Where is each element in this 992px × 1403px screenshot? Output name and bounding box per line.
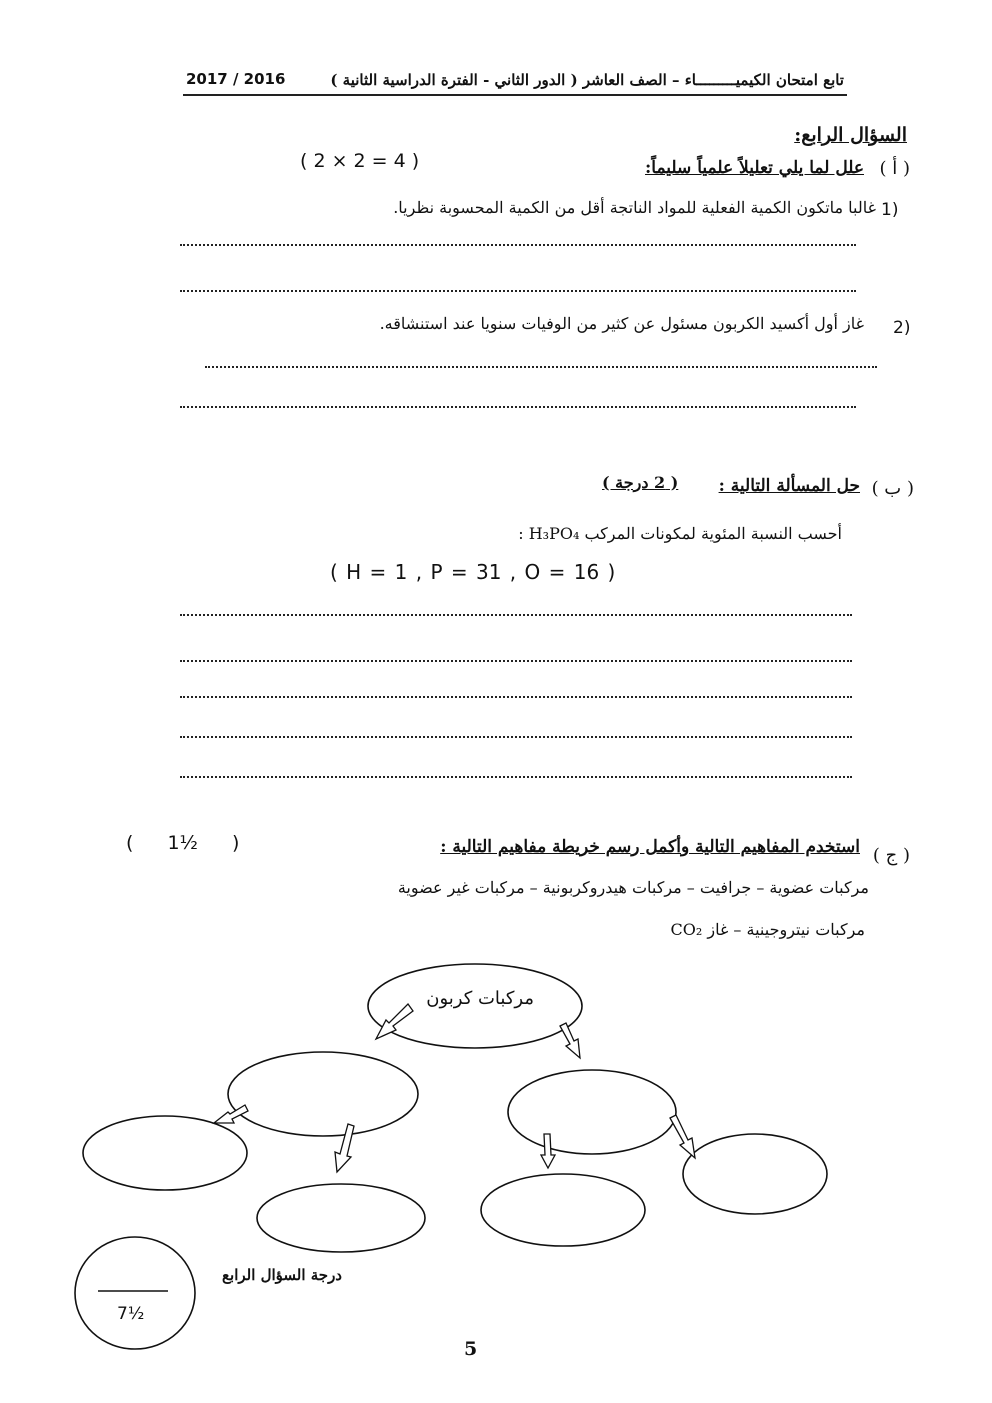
arrow-icon bbox=[541, 1134, 555, 1168]
part-b-instruction: حل المسألة التالية : bbox=[718, 476, 860, 496]
concept-node-right-left bbox=[481, 1174, 645, 1246]
score-label: درجة السؤال الرابع bbox=[222, 1266, 342, 1284]
part-a-instruction: علل لما يلي تعليلاً علمياً سليماً: bbox=[645, 158, 864, 178]
part-a-label: ( أ ) bbox=[879, 158, 910, 179]
atomic-masses: ( H = 1 , P = 31 , O = 16 ) bbox=[330, 560, 616, 584]
page-number: 5 bbox=[464, 1338, 478, 1360]
item-1-text: غالبا ماتكون الكمية الفعلية للمواد الناتجة أقل من الكمية المحسوبة نظريا. bbox=[393, 198, 876, 217]
arrow-icon bbox=[560, 1023, 580, 1058]
part-c-label: ( ج ) bbox=[872, 845, 910, 866]
exam-header-title: تابع امتحان الكيميـــــــــاء – الصف العاشر ( الدور الثاني - الفترة الدراسية الثانية ) bbox=[330, 71, 844, 89]
item-1-number: 1) bbox=[881, 200, 899, 220]
concepts-line-1: مركبات عضوية – جرافيت – مركبات هيدروكربونية – مركبات غير عضوية bbox=[397, 878, 869, 897]
concept-node-right bbox=[508, 1070, 676, 1154]
concept-node-left bbox=[228, 1052, 418, 1136]
concepts-line-2: مركبات نيتروجينية – غاز CO₂ bbox=[670, 920, 865, 939]
part-b-problem: أحسب النسبة المئوية لمكونات المركب H₃PO₄ : bbox=[518, 524, 842, 543]
score-circle bbox=[72, 1234, 198, 1352]
part-c-marks: ( 1½ ) bbox=[126, 832, 240, 854]
concept-node-right-right bbox=[683, 1134, 827, 1214]
root-node-label: مركبات كربون bbox=[426, 988, 534, 1009]
item-2-text: غاز أول أكسيد الكربون مسئول عن كثير من الوفيات سنويا عند استنشاقه. bbox=[379, 314, 864, 333]
part-b-marks: ( 2 درجة ) bbox=[602, 473, 679, 492]
arrow-icon bbox=[335, 1124, 354, 1172]
part-b-label: ( ب ) bbox=[871, 478, 914, 499]
part-c-instruction: استخدم المفاهيم التالية وأكمل رسم خريطة مفاهيم التالية : bbox=[440, 837, 860, 857]
part-a-marks: ( 2 × 2 = 4 ) bbox=[300, 150, 420, 172]
score-total: 7½ bbox=[117, 1304, 145, 1324]
arrow-icon bbox=[670, 1115, 695, 1158]
question-heading: السؤال الرابع: bbox=[794, 124, 907, 146]
item-2-number: 2) bbox=[893, 318, 911, 338]
arrow-icon bbox=[214, 1105, 248, 1123]
exam-header-year: 2017 / 2016 bbox=[186, 70, 286, 88]
concept-node-left-right bbox=[257, 1184, 425, 1252]
concept-node-left-left bbox=[83, 1116, 247, 1190]
